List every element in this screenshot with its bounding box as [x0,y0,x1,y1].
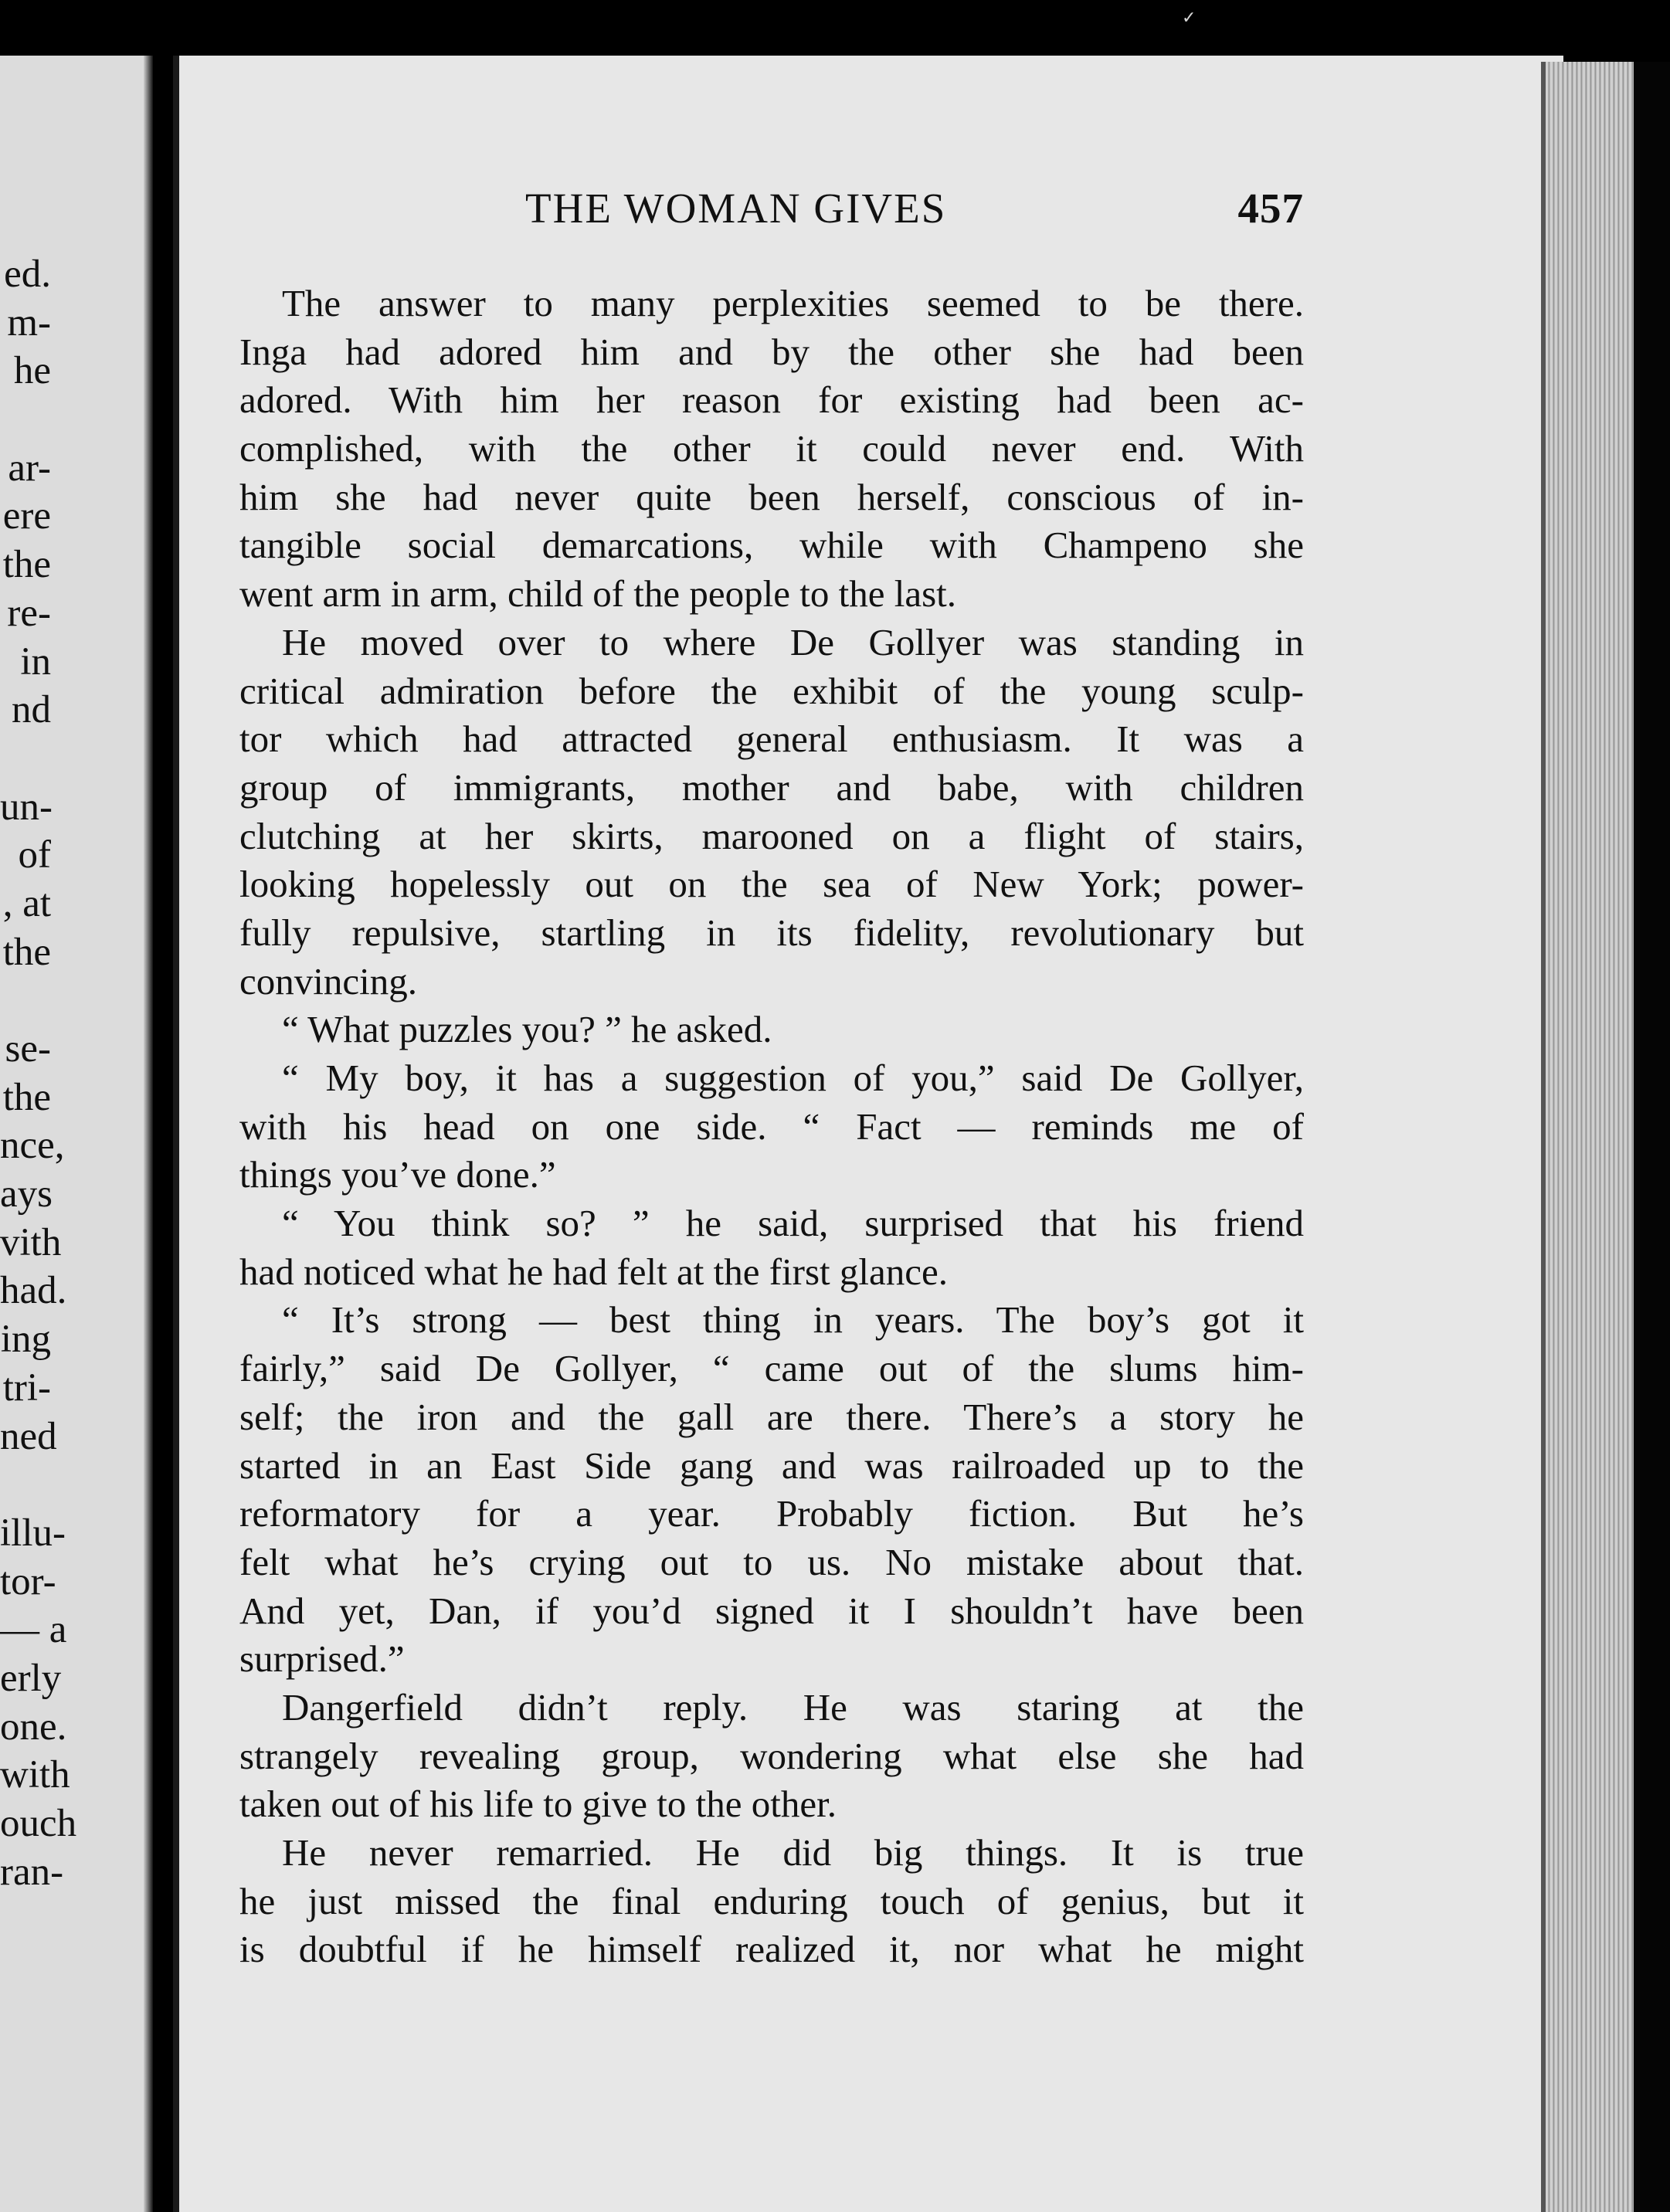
running-title: THE WOMAN GIVES [525,185,947,232]
text-line: things you’ve done.” [239,1153,556,1196]
facing-line-fragment: ing [0,1318,51,1362]
facing-line-fragment: he [13,349,51,393]
facing-line-fragment: of [18,833,51,877]
facing-line-fragment: m- [7,300,51,344]
text-line: looking hopelessly out on the sea of New York; power- [239,863,1304,906]
text-line: adored. With him her reason for existing had been ac- [239,378,1304,422]
facing-line-fragment: tri- [2,1366,51,1410]
text-line: group of immigrants, mother and babe, with children [239,765,1304,809]
text-line: fairly,” said De Gollyer, “ came out of the slums him- [239,1347,1304,1390]
text-line: fully repulsive, startling in its fidelity, revolutionary but [239,911,1304,954]
facing-line-fragment: vith [0,1220,62,1264]
text-line: self; the iron and the gall are there. There’s a story he [239,1395,1304,1438]
text-line: complished, with the other it could never end. With [239,427,1304,470]
facing-line-fragment [0,735,151,783]
facing-line-fragment: ouch [0,1802,77,1845]
text-line: “ My boy, it has a suggestion of you,” said De Gollyer, [282,1057,1304,1099]
facing-page-line-ends [0,250,151,1896]
text-line: tor which had attracted general enthusiasm. It was a [239,718,1304,761]
text-line: convincing. [239,959,417,1003]
text-line: Inga had adored him and by the other she had been [239,330,1304,373]
text-line: with his head on one side. “ Fact — reminds me of [239,1104,1304,1148]
facing-line-fragment: re- [7,591,51,635]
text-line: him she had never quite been herself, conscious of in- [239,475,1304,518]
facing-line-fragment: ed. [4,253,51,296]
text-line: Dangerfield didn’t reply. He was staring at the [282,1685,1304,1729]
text-line: clutching at her skirts, marooned on a flight of stairs, [239,814,1304,857]
text-line: He never remarried. He did big things. It is true [282,1831,1304,1874]
text-line: is doubtful if he himself realized it, nor what he might [239,1928,1304,1971]
facing-line-fragment: ays [0,1172,53,1216]
facing-line-fragment: in [20,640,51,684]
facing-page-fragment [0,56,153,2212]
text-line: tangible social demarcations, while with Champeno she [239,524,1304,567]
facing-line-fragment [0,395,151,444]
facing-line-fragment: the [2,1075,51,1119]
scanner-mark: ✓ [1182,8,1196,28]
text-line: surprised.” [239,1637,405,1681]
facing-line-fragment: had. [0,1269,67,1313]
facing-line-fragment: ran- [0,1850,64,1894]
text-line: critical admiration before the exhibit of the young sculp- [239,669,1304,712]
facing-line-fragment: — a [0,1608,67,1652]
facing-line-fragment: erly [0,1656,62,1700]
facing-line-fragment: se- [5,1027,51,1070]
facing-line-fragment: , at [2,881,51,925]
text-line: strangely revealing group, wondering what else she had [239,1734,1304,1777]
facing-line-fragment: nd [12,688,51,732]
text-line: And yet, Dan, if you’d signed it I shouldn’t have been [239,1589,1304,1632]
facing-line-fragment: the [2,543,51,587]
text-line: felt what he’s crying out to us. No mistake about that. [239,1540,1304,1583]
scan-border [1634,62,1670,2212]
page-body-text [239,280,1304,1974]
facing-line-fragment: nce, [0,1124,65,1168]
facing-line-fragment: un- [0,785,53,829]
facing-line-fragment: the [2,930,51,974]
text-line: “ What puzzles you? ” he asked. [282,1008,772,1051]
text-line: started in an East Side gang and was railroaded up to the [239,1444,1304,1487]
page-block-edge [1541,62,1638,2212]
page-number: 457 [1237,185,1304,232]
text-line: reformatory for a year. Probably fiction. But he’s [239,1492,1304,1535]
facing-line-fragment: ere [2,494,51,538]
facing-line-fragment [0,1461,151,1509]
facing-line-fragment: one. [0,1705,67,1749]
text-line: went arm in arm, child of the people to the last. [239,572,957,616]
text-line: “ You think so? ” he said, surprised that his friend [282,1202,1304,1245]
running-header [239,184,1304,238]
facing-line-fragment [0,976,151,1025]
text-line: taken out of his life to give to the other. [239,1783,837,1826]
facing-line-fragment: tor- [0,1559,56,1603]
facing-line-fragment: with [0,1753,70,1797]
text-line: He moved over to where De Gollyer was standing in [282,620,1304,663]
text-line: had noticed what he had felt at the first glance. [239,1250,949,1293]
text-line: he just missed the final enduring touch of genius, but it [239,1879,1304,1922]
facing-line-fragment: ned [0,1414,57,1458]
text-line: “ It’s strong — best thing in years. The boy’s got it [282,1298,1304,1342]
book-gutter [144,56,153,2212]
facing-line-fragment: ar- [8,446,51,490]
facing-line-fragment: illu- [0,1511,66,1555]
text-line: The answer to many perplexities seemed to be there. [282,282,1304,324]
